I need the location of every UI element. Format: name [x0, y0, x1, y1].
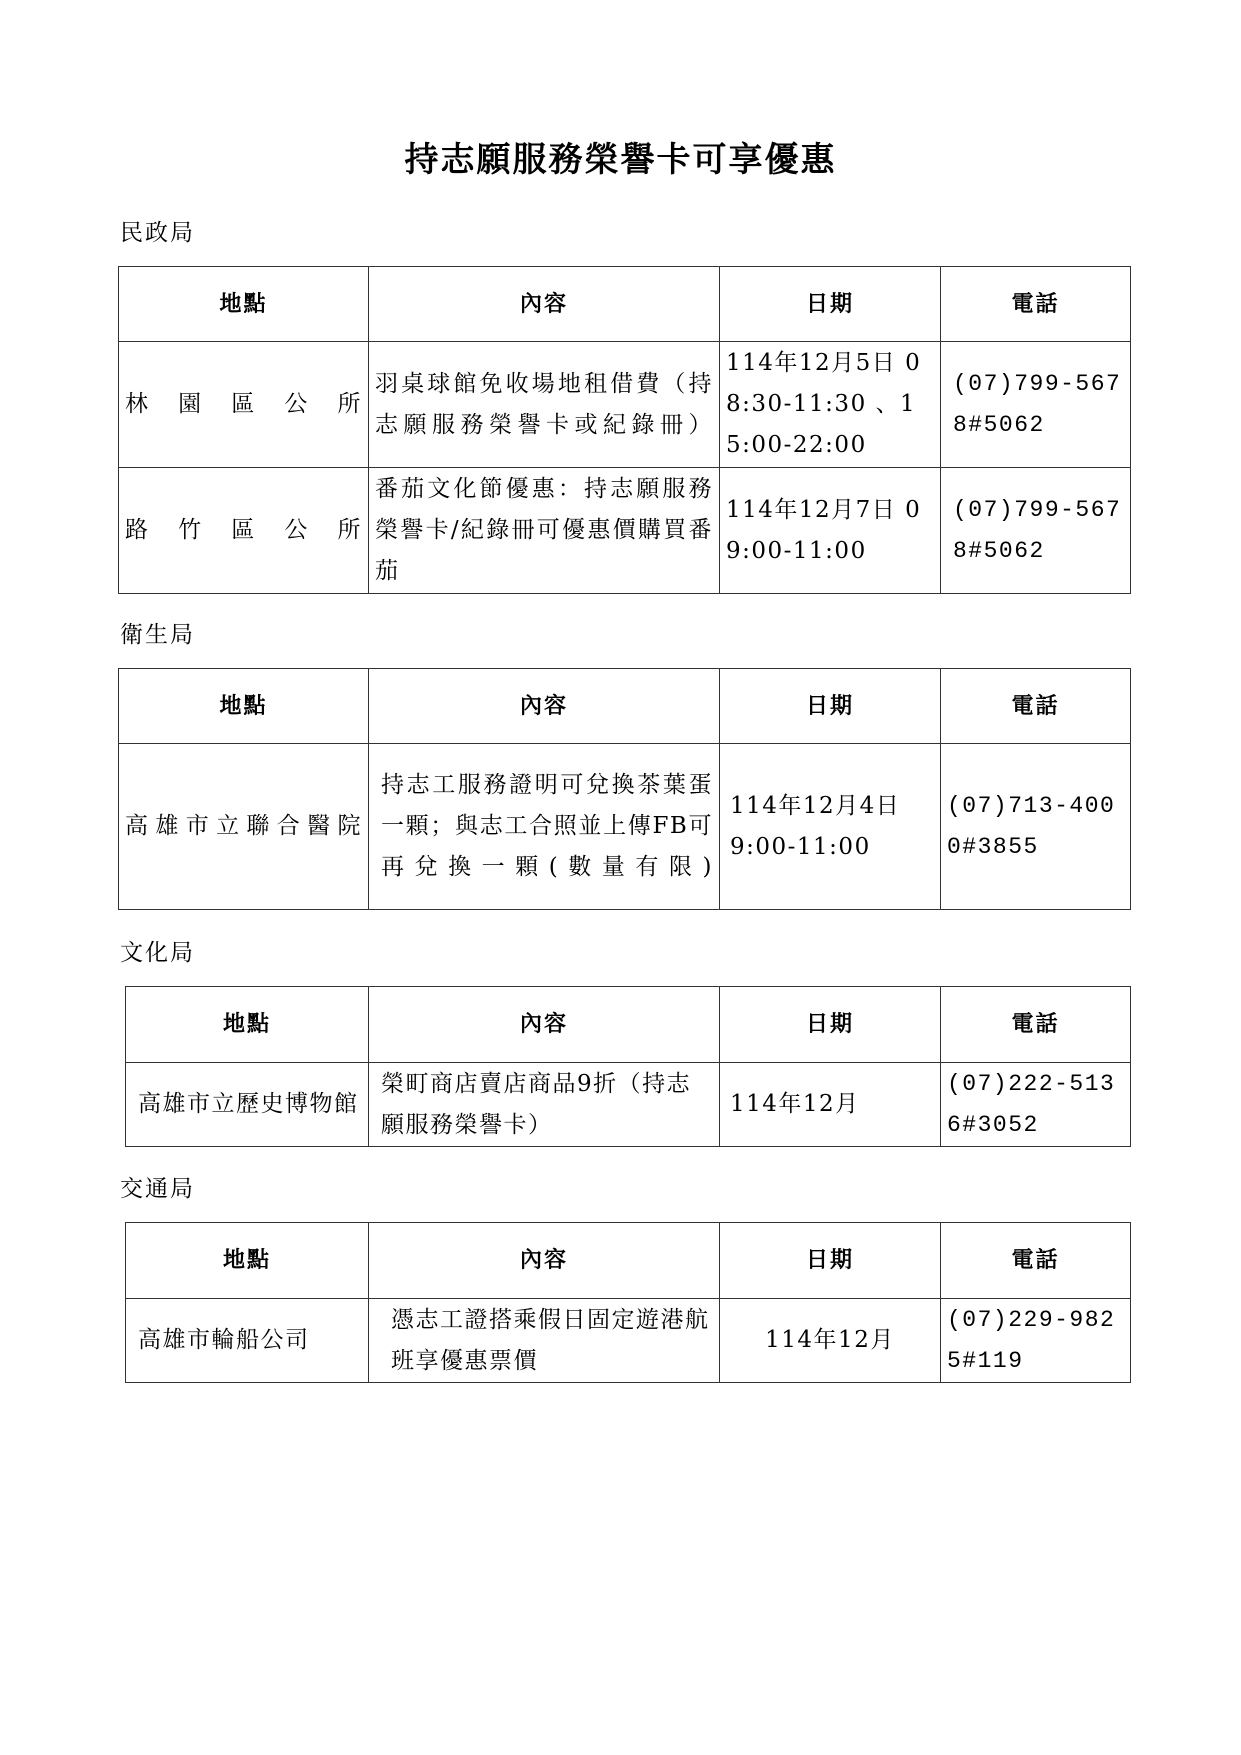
table-civil-affairs: [118, 266, 1131, 594]
header-content: 內容: [369, 987, 720, 1063]
header-date: 日期: [720, 267, 941, 342]
cell-date: 114年12月4日 9:00-11:00: [720, 744, 941, 910]
cell-date: 114年12月7日 09:00-11:00: [720, 468, 941, 594]
table-row: [119, 744, 1131, 910]
header-place: 地點: [119, 267, 369, 342]
table-header-row: [119, 267, 1131, 342]
header-content: 內容: [369, 669, 720, 744]
cell-place: 林園區公所: [119, 342, 369, 468]
table-header-row: [126, 1223, 1131, 1299]
cell-content: 羽桌球館免收場地租借費（持志願服務榮譽卡或紀錄冊）: [369, 342, 720, 468]
table-row: [126, 1299, 1131, 1383]
table-health: [118, 668, 1131, 910]
cell-phone: (07)713-4000#3855: [941, 744, 1131, 910]
header-date: 日期: [720, 1223, 941, 1299]
header-place: 地點: [126, 1223, 369, 1299]
table-header-row: [119, 669, 1131, 744]
cell-place: 高雄市立歷史博物館: [126, 1063, 369, 1147]
cell-content: 憑志工證搭乘假日固定遊港航班享優惠票價: [369, 1299, 720, 1383]
cell-place: 高雄市立聯合醫院: [119, 744, 369, 910]
cell-content: 持志工服務證明可兌換茶葉蛋一顆；與志工合照並上傳FB可再兌換一顆(數量有限): [369, 744, 720, 910]
table-row: [119, 342, 1131, 468]
section-title-culture: 文化局: [120, 940, 195, 966]
header-place: 地點: [119, 669, 369, 744]
cell-content: 番茄文化節優惠：持志願服務榮譽卡/紀錄冊可優惠價購買番茄: [369, 468, 720, 594]
cell-date: 114年12月: [720, 1063, 941, 1147]
table-culture: [125, 986, 1131, 1147]
header-phone: 電話: [941, 987, 1131, 1063]
section-title-civil-affairs: 民政局: [120, 220, 195, 246]
header-phone: 電話: [941, 267, 1131, 342]
section-title-transport: 交通局: [120, 1176, 195, 1202]
header-content: 內容: [369, 267, 720, 342]
table-transport: [125, 1222, 1131, 1383]
table-header-row: [126, 987, 1131, 1063]
cell-place: 高雄市輪船公司: [126, 1299, 369, 1383]
cell-phone: (07)799-5678#5062: [941, 342, 1131, 468]
cell-place: 路竹區公所: [119, 468, 369, 594]
header-phone: 電話: [941, 669, 1131, 744]
table-row: [119, 468, 1131, 594]
page-title: 持志願服務榮譽卡可享優惠: [404, 140, 837, 180]
header-content: 內容: [369, 1223, 720, 1299]
cell-phone: (07)222-5136#3052: [941, 1063, 1131, 1147]
header-date: 日期: [720, 669, 941, 744]
table-row: [126, 1063, 1131, 1147]
cell-phone: (07)229-9825#119: [941, 1299, 1131, 1383]
cell-phone: (07)799-5678#5062: [941, 468, 1131, 594]
header-place: 地點: [126, 987, 369, 1063]
header-phone: 電話: [941, 1223, 1131, 1299]
section-title-health: 衛生局: [120, 622, 195, 648]
cell-date: 114年12月: [720, 1299, 941, 1383]
header-date: 日期: [720, 987, 941, 1063]
cell-content: 榮町商店賣店商品9折（持志願服務榮譽卡）: [369, 1063, 720, 1147]
cell-date: 114年12月5日 08:30-11:30 、15:00-22:00: [720, 342, 941, 468]
